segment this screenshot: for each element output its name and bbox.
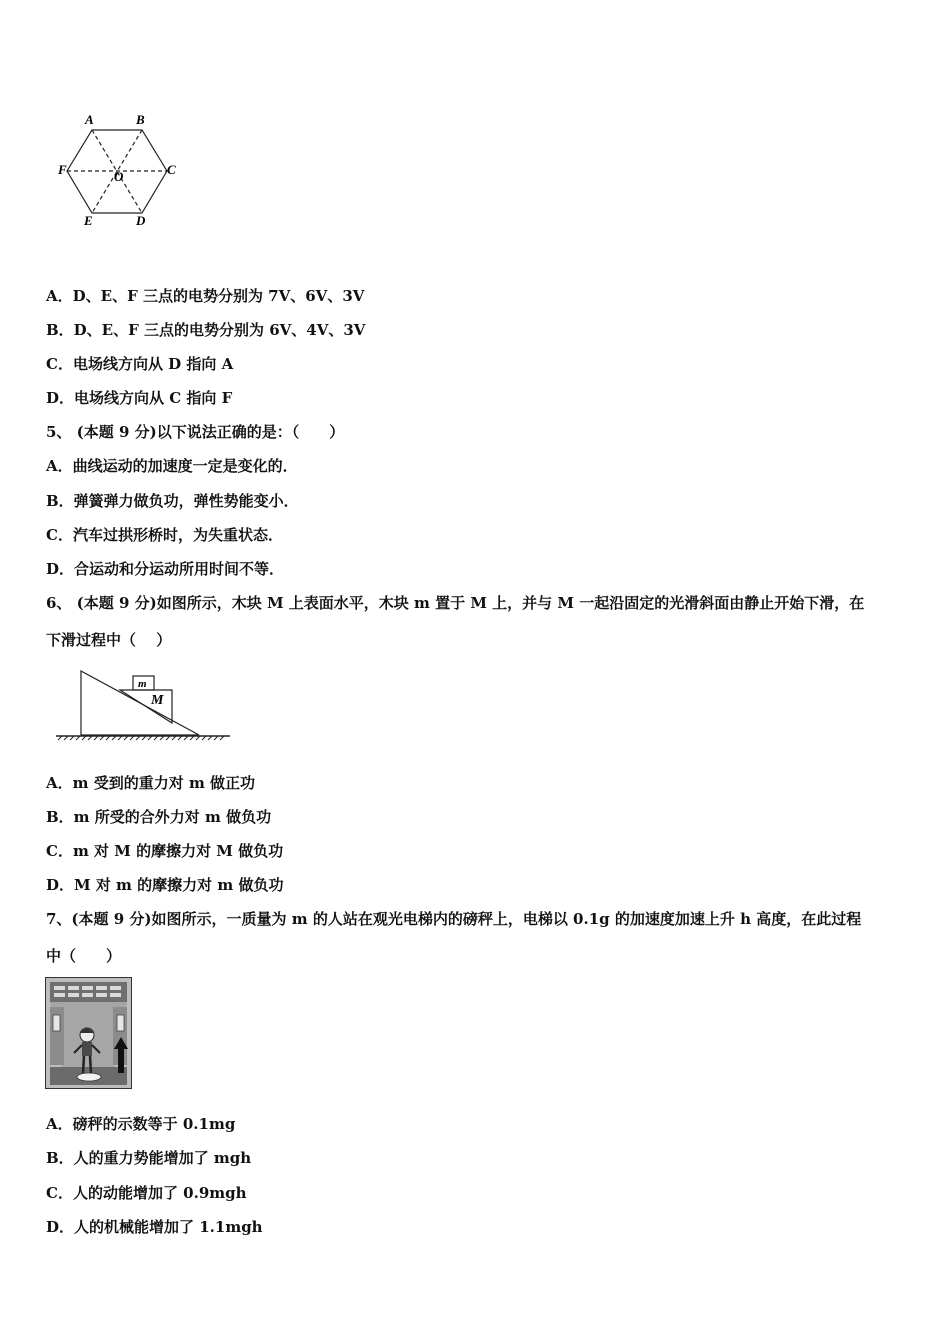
q4-option-d: D．电场线方向从 C 指向 F [46, 389, 233, 407]
q6-stem-line1: 6、 (本题 9 分)如图所示，木块 M 上表面水平，木块 m 置于 M 上，并与 M 一起沿固定的光滑斜面由静止开始下滑，在 [46, 594, 865, 612]
label-small-m: m [138, 678, 147, 690]
label-big-m: M [151, 693, 164, 708]
q6-option-b: B．m 所受的合外力对 m 做负功 [46, 808, 272, 826]
q4-option-a: A．D、E、F 三点的电势分别为 7V、6V、3V [46, 287, 365, 305]
q5-option-b: B．弹簧弹力做负功，弹性势能变小． [46, 492, 299, 510]
label-b: B [136, 112, 145, 127]
q4-option-b: B．D、E、F 三点的电势分别为 6V、4V、3V [46, 321, 366, 339]
q6-stem-line2: 下滑过程中（ ） [46, 631, 172, 649]
q7-stem-line1: 7、(本题 9 分)如图所示，一质量为 m 的人站在观光电梯内的磅秤上，电梯以 0.1g 的加速度加速上升 h 高度，在此过程 [46, 910, 862, 928]
label-o: O [114, 169, 124, 184]
q6-option-d: D．M 对 m 的摩擦力对 m 做负功 [46, 876, 284, 894]
q7-option-a: A．磅秤的示数等于 0.1mg [46, 1115, 236, 1133]
q6-option-a: A．m 受到的重力对 m 做正功 [46, 774, 256, 792]
q4-option-c: C．电场线方向从 D 指向 A [46, 355, 234, 373]
q7-option-b: B．人的重力势能增加了 mgh [46, 1149, 252, 1167]
elevator-picture [45, 977, 132, 1089]
q5-option-a: A．曲线运动的加速度一定是变化的． [46, 457, 298, 475]
hexagon-diagram [54, 108, 189, 233]
q7-option-c: C．人的动能增加了 0.9mgh [46, 1184, 247, 1202]
q6-option-c: C．m 对 M 的摩擦力对 M 做负功 [46, 842, 284, 860]
label-d: D [136, 213, 146, 228]
q5-option-d: D．合运动和分运动所用时间不等． [46, 560, 285, 578]
q7-stem-line2: 中（ ） [46, 947, 122, 965]
q5-option-c: C．汽车过拱形桥时，为失重状态． [46, 526, 283, 544]
q5-stem: 5、 (本题 9 分)以下说法正确的是：（ ） [46, 423, 345, 441]
incline-diagram [54, 664, 234, 746]
label-e: E [84, 213, 93, 228]
label-a: A [85, 112, 94, 127]
q7-option-d: D．人的机械能增加了 1.1mgh [46, 1218, 263, 1236]
block-big-m [120, 690, 172, 723]
label-f: F [58, 162, 67, 177]
label-c: C [167, 162, 176, 177]
